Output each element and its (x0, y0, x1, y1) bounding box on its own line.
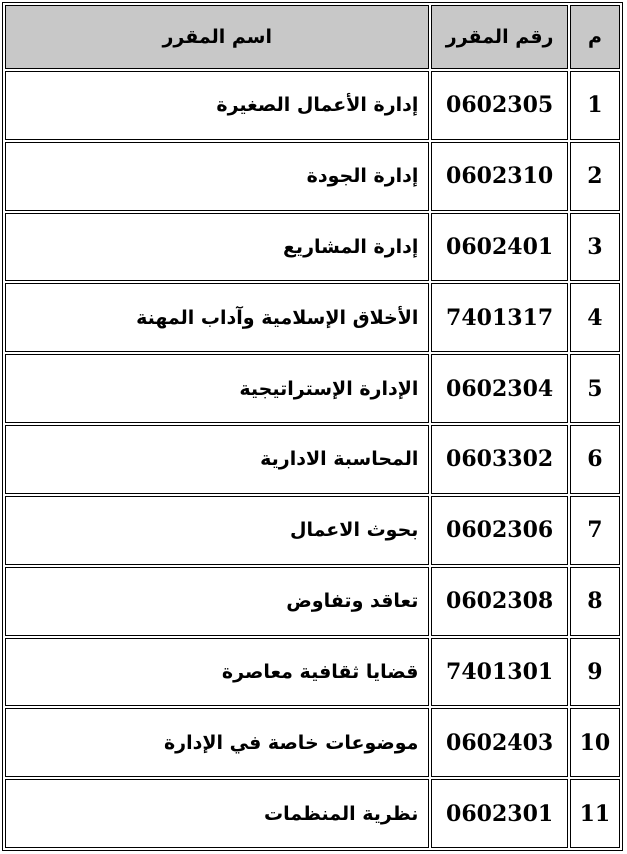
course-code: 0602401 (431, 213, 567, 282)
course-name: إدارة الجودة (5, 142, 429, 211)
course-name: الأخلاق الإسلامية وآداب المهنة (5, 283, 429, 352)
course-name: إدارة الأعمال الصغيرة (5, 71, 429, 140)
row-index: 3 (570, 213, 620, 282)
table-row (5, 708, 620, 777)
course-code: 0602305 (431, 71, 567, 140)
course-name: نظرية المنظمات (5, 779, 429, 848)
course-name: المحاسبة الادارية (5, 425, 429, 494)
table-row (5, 425, 620, 494)
course-code: 7401317 (431, 283, 567, 352)
course-name: الإدارة الإستراتيجية (5, 354, 429, 423)
course-code: 0602310 (431, 142, 567, 211)
course-name: موضوعات خاصة في الإدارة (5, 708, 429, 777)
table-header-row (5, 5, 620, 69)
course-name: بحوث الاعمال (5, 496, 429, 565)
row-index: 8 (570, 567, 620, 636)
course-code: 7401301 (431, 638, 567, 707)
table-row (5, 638, 620, 707)
courses-table (2, 2, 623, 851)
course-name: قضايا ثقافية معاصرة (5, 638, 429, 707)
header-course-name: اسم المقرر (5, 5, 429, 69)
course-name: تعاقد وتفاوض (5, 567, 429, 636)
course-code: 0603302 (431, 425, 567, 494)
row-index: 10 (570, 708, 620, 777)
course-name: إدارة المشاريع (5, 213, 429, 282)
course-code: 0602403 (431, 708, 567, 777)
course-code: 0602308 (431, 567, 567, 636)
table-row (5, 142, 620, 211)
row-index: 11 (570, 779, 620, 848)
course-code: 0602301 (431, 779, 567, 848)
row-index: 1 (570, 71, 620, 140)
table-row (5, 283, 620, 352)
table-row (5, 354, 620, 423)
course-code: 0602306 (431, 496, 567, 565)
table-row (5, 71, 620, 140)
row-index: 4 (570, 283, 620, 352)
row-index: 9 (570, 638, 620, 707)
header-index: م (570, 5, 620, 69)
table-row (5, 213, 620, 282)
row-index: 5 (570, 354, 620, 423)
course-code: 0602304 (431, 354, 567, 423)
header-course-code: رقم المقرر (431, 5, 567, 69)
courses-table-container (2, 2, 623, 851)
table-row (5, 567, 620, 636)
table-row (5, 496, 620, 565)
row-index: 7 (570, 496, 620, 565)
table-row (5, 779, 620, 848)
row-index: 6 (570, 425, 620, 494)
row-index: 2 (570, 142, 620, 211)
